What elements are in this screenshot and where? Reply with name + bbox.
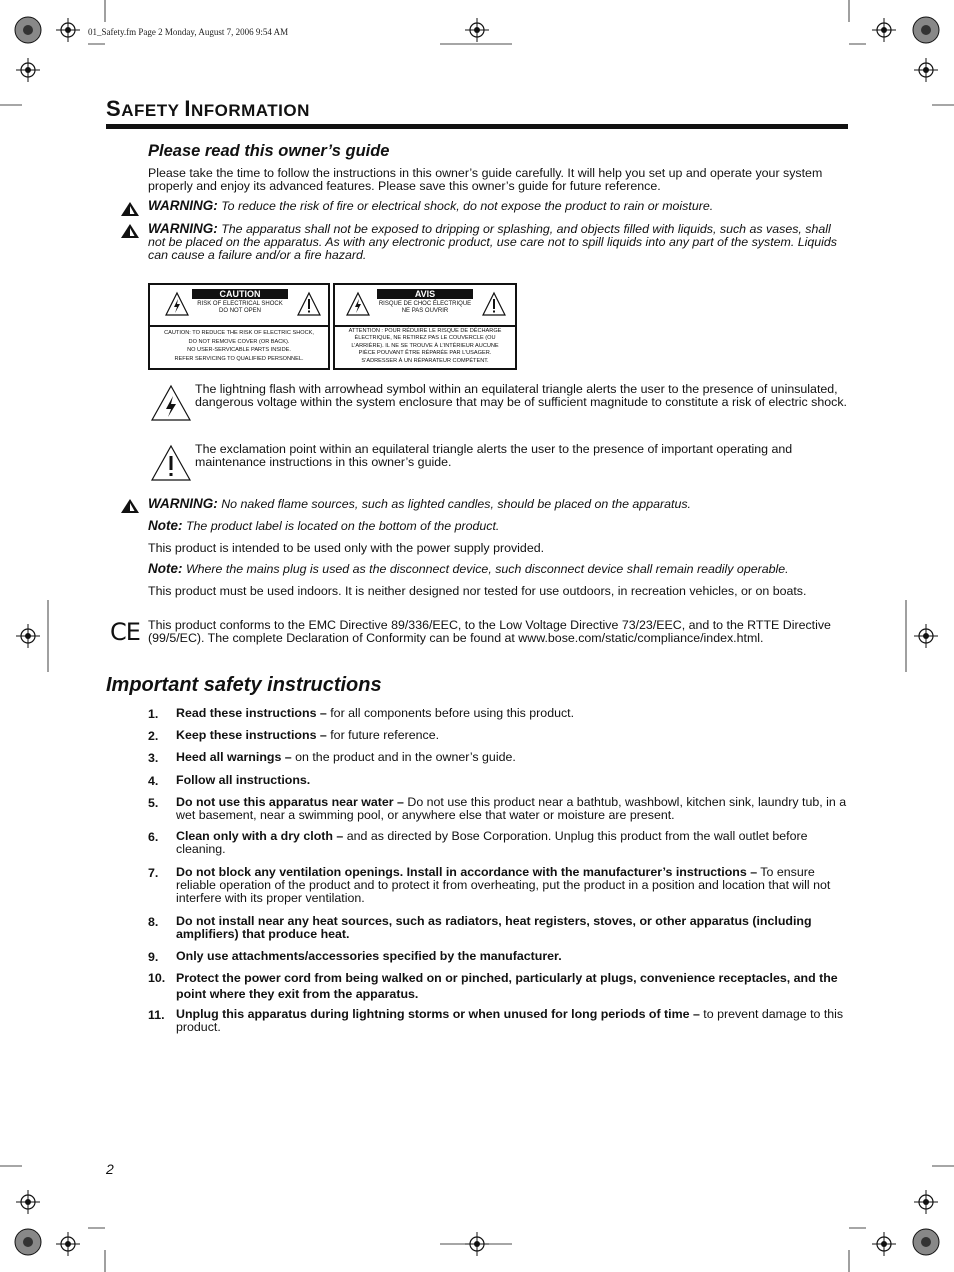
note-label: Note: (148, 561, 183, 576)
avis-body-5: S’ADRESSER À UN RÉPARATEUR COMPÉTENT. (361, 357, 489, 364)
caution-sub-2: DO NOT OPEN (219, 308, 261, 314)
list-item (176, 774, 850, 787)
intro-paragraph: Please take the time to follow the instructions in this owner’s guide carefully. It will help you set up and operate your system properly and enjoy its advanced features. Please save this owner’s guide for future reference. (148, 166, 823, 194)
warning-icon (120, 223, 140, 239)
caution-body-2: DO NOT REMOVE COVER (OR BACK). (188, 338, 290, 345)
list-item-number: 11. (148, 1008, 165, 1022)
avis-body-2: ÉLECTRIQUE, NE RETIREZ PAS LE COUVERCLE (OU (354, 335, 496, 342)
list-item (176, 707, 850, 720)
list-item-number: 6. (148, 830, 159, 844)
list-item-rest: to prevent damage to this product. (176, 1007, 844, 1035)
page-number: 2 (106, 1161, 114, 1177)
exclamation-symbol-text: The exclamation point within an equilateral triangle alerts the user to the presence of important operating and maintenance instructions in this owner’s guide. (195, 442, 793, 470)
avis-body-1: ATTENTION : POUR RÉDUIRE LE RISQUE DE DÉCHARGE (348, 328, 502, 334)
list-item-bold: Do not install near any heat sources, such as radiators, heat registers, stoves, or other apparatus (including amplifiers) that produce heat. (176, 914, 812, 942)
page-title (106, 96, 310, 122)
list-item (176, 950, 850, 963)
list-item-bold: Keep these instructions – (176, 728, 327, 742)
list-item-number: 9. (148, 950, 159, 964)
list-item-bold: Clean only with a dry cloth – (176, 829, 344, 843)
avis-body-3: L’ARRIÈRE). IL NE SE TROUVE À L’INTÉRIEUR AUCUNE (351, 342, 499, 349)
warning-1 (148, 199, 850, 213)
list-item-number: 5. (148, 796, 159, 810)
note-1-text: The product label is located on the bottom of the product. (185, 519, 500, 533)
caution-label (148, 283, 330, 370)
avis-title: AVIS (377, 289, 473, 299)
title-rest-2: NFORMATION (190, 101, 310, 120)
warning-3 (148, 497, 850, 511)
lightning-triangle-icon (150, 384, 192, 422)
list-item-bold: Read these instructions – (176, 706, 327, 720)
list-item-bold: Unplug this apparatus during lightning storms or when unused for long periods of time – (176, 1007, 700, 1021)
exclamation-triangle-icon (296, 291, 322, 317)
list-item-bold: Heed all warnings – (176, 750, 292, 764)
caution-body-1: CAUTION: TO REDUCE THE RISK OF ELECTRIC SHOCK, (164, 330, 314, 336)
caution-body-4: REFER SERVICING TO QUALIFIED PERSONNEL. (174, 355, 304, 362)
list-item (176, 729, 850, 742)
avis-body-4: PIÈCE POUVANT ÊTRE RÉPARÉE PAR L’USAGER. (358, 350, 492, 357)
warning-icon (120, 201, 140, 217)
list-item-number: 3. (148, 751, 159, 765)
list-item-rest: and as directed by Bose Corporation. Unplug this product from the wall outlet before cleaning. (176, 829, 808, 857)
ce-mark-icon: CE (110, 618, 140, 646)
emc-paragraph: This product conforms to the EMC Directive 89/336/EEC, to the Low Voltage Directive 73/23/EEC, and to the RTTE Directive (99/5/EC). The complete Declaration of Conformity can be found at www.bose.com/static/compliance/index.html. (148, 618, 831, 646)
list-item-bold: Follow all instructions. (176, 773, 311, 787)
list-item-number: 7. (148, 866, 159, 880)
note-1 (148, 519, 850, 533)
caution-title: CAUTION (192, 289, 288, 299)
list-item-rest: To ensure reliable operation of the product and to protect it from overheating, put the product in a position and location that will not interfere with its proper ventilation. (176, 865, 831, 906)
warning-label: WARNING: (148, 198, 218, 213)
power-supply-paragraph: This product is intended to be used only with the power supply provided. (148, 541, 545, 555)
list-item (176, 915, 850, 941)
avis-sub-2: NE PAS OUVRIR (401, 308, 449, 314)
file-stamp: 01_Safety.fm Page 2 Monday, August 7, 2006 9:54 AM (88, 27, 289, 37)
lightning-triangle-icon (164, 291, 190, 317)
note-label: Note: (148, 518, 183, 533)
list-item-number: 2. (148, 729, 159, 743)
exclamation-triangle-icon (150, 444, 192, 482)
list-item-rest: for future reference. (326, 728, 440, 742)
warning-2-text: The apparatus shall not be exposed to dripping or splashing, and objects filled with liquids, such as vases, shall not be placed on the apparatus. As with any electronic product, use care not to spill liquids into any part of the system. Liquids can cause a failure and/or a fire hazard. (148, 222, 837, 263)
list-item (176, 1008, 850, 1034)
lightning-triangle-icon (345, 291, 371, 317)
list-item-bold: Do not use this apparatus near water – (176, 795, 404, 809)
important-heading: Important safety instructions (106, 674, 382, 696)
warning-3-text: No naked flame sources, such as lighted candles, should be placed on the apparatus. (221, 497, 691, 511)
title-initial-1: S (106, 96, 122, 121)
note-2 (148, 562, 850, 576)
avis-sub-1: RISQUE DE CHOC ÉLECTRIQUE (378, 301, 472, 307)
caution-sub-1: RISK OF ELECTRICAL SHOCK (197, 301, 283, 307)
list-item (176, 866, 850, 906)
list-item-bold: Only use attachments/accessories specified by the manufacturer. (176, 949, 562, 963)
title-rest-1: AFETY (121, 101, 185, 120)
list-item (176, 751, 850, 764)
list-item-bold: Do not block any ventilation openings. Install in accordance with the manufacturer’s instructions – (176, 865, 758, 879)
list-item-number: 8. (148, 915, 159, 929)
title-initial-2: I (184, 96, 191, 121)
caution-body-3: NO USER-SERVICABLE PARTS INSIDE. (187, 347, 291, 354)
list-item-rest: for all components before using this product. (326, 706, 575, 720)
lightning-symbol-text: The lightning flash with arrowhead symbol within an equilateral triangle alerts the user to the presence of uninsulated, dangerous voltage within the system enclosure that may be of sufficient magnitude to constitute a risk of electric shock. (195, 382, 847, 410)
indoors-paragraph: This product must be used indoors. It is neither designed nor tested for use outdoors, in recreation vehicles, or on boats. (148, 584, 807, 598)
warning-icon (120, 498, 140, 514)
warning-1-text: To reduce the risk of fire or electrical shock, do not expose the product to rain or moisture. (221, 199, 714, 213)
owners-guide-heading: Please read this owner’s guide (148, 142, 390, 160)
exclamation-triangle-icon (481, 291, 507, 317)
list-item-bold: Protect the power cord from being walked on or pinched, particularly at plugs, convenience receptacles, and the point where they exit from the apparatus. (176, 971, 838, 1001)
list-item-rest: on the product and in the owner’s guide. (291, 750, 516, 764)
warning-label: WARNING: (148, 221, 218, 236)
list-item-number: 10. (148, 971, 166, 985)
list-item-number: 1. (148, 707, 159, 721)
list-item-rest: Do not use this product near a bathtub, washbowl, kitchen sink, laundry tub, in a wet basement, near a swimming pool, or anywhere else that water or moisture are present. (176, 795, 847, 823)
warning-2 (148, 222, 850, 263)
warning-label: WARNING: (148, 496, 218, 511)
title-rule (106, 124, 848, 129)
list-item (176, 830, 850, 856)
list-item (176, 971, 850, 1002)
avis-label (333, 283, 517, 370)
note-2-text: Where the mains plug is used as the disconnect device, such disconnect device shall remain readily operable. (185, 562, 789, 576)
list-item (176, 796, 850, 822)
list-item-number: 4. (148, 774, 159, 788)
